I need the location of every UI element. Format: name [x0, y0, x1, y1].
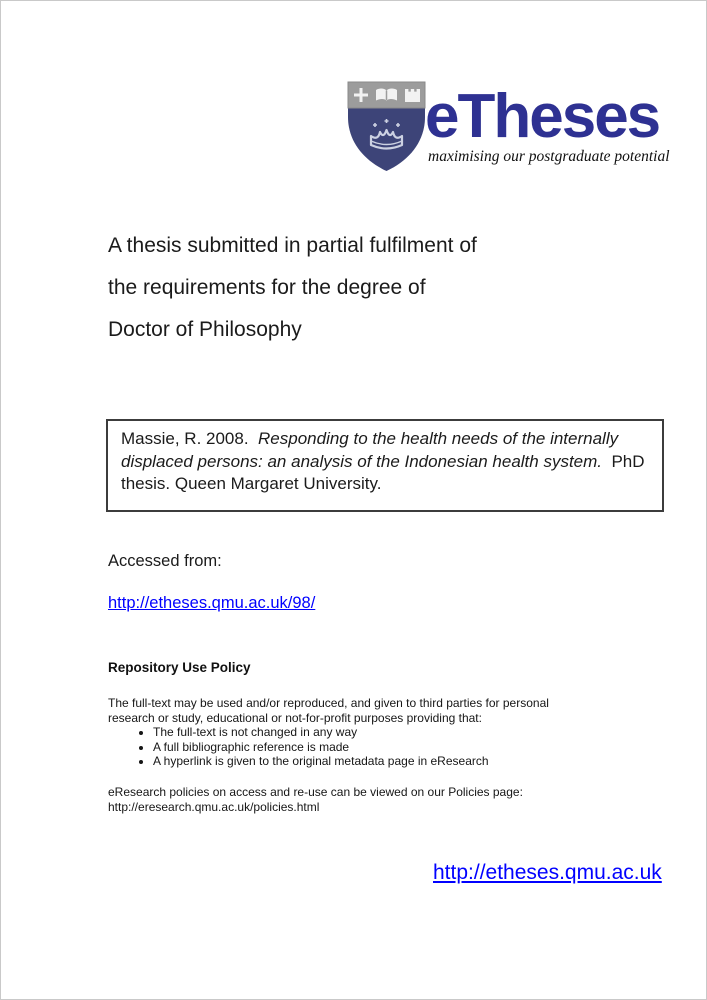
citation-box [106, 419, 664, 512]
thesis-record-link[interactable]: http://etheses.qmu.ac.uk/98/ [108, 594, 316, 612]
citation-author-year: Massie, R. 2008. [121, 429, 259, 448]
policy-footer [108, 785, 560, 814]
policy-intro [108, 696, 560, 725]
citation-institution: PhD thesis. Queen Margaret University. [121, 451, 645, 493]
policy-bullet-list [108, 725, 560, 769]
policy-bullet-item: • A hyperlink is given to the original metadata page in eResearch [153, 754, 560, 769]
policy-bullet-item: • The full-text is not changed in any way [153, 725, 560, 740]
policy-bullet-item: • A full bibliographic reference is made [153, 740, 560, 755]
thesis-statement-line2: the requirements for the degree of [108, 276, 426, 299]
thesis-statement [108, 225, 477, 351]
policy-footer-url: http://eresearch.qmu.ac.uk/policies.html [108, 799, 320, 814]
policy-intro-line1: The full-text may be used and/or reproduced, and given to third parties for personal [108, 696, 549, 710]
citation-title: Responding to the health needs of the internally displaced persons: an analysis of the Indonesian health system. [121, 429, 619, 471]
accessed-from-label: Accessed from: [108, 552, 222, 570]
repository-policy-body [108, 696, 560, 814]
etheses-tagline: maximising our postgraduate potential [428, 148, 670, 165]
thesis-statement-line1: A thesis submitted in partial fulfilment of [108, 234, 477, 257]
etheses-home-link[interactable]: http://etheses.qmu.ac.uk [433, 861, 662, 884]
etheses-wordmark: eTheses [425, 82, 660, 151]
repository-policy-heading: Repository Use Policy [108, 660, 251, 675]
policy-intro-line2: research or study, educational or not-for-profit purposes providing that: [108, 710, 482, 725]
etheses-shield-logo [347, 81, 426, 172]
thesis-statement-line3: Doctor of Philosophy [108, 318, 302, 341]
policy-footer-line1: eResearch policies on access and re-use can be viewed on our Policies page: [108, 784, 523, 799]
tower-icon [405, 89, 420, 102]
